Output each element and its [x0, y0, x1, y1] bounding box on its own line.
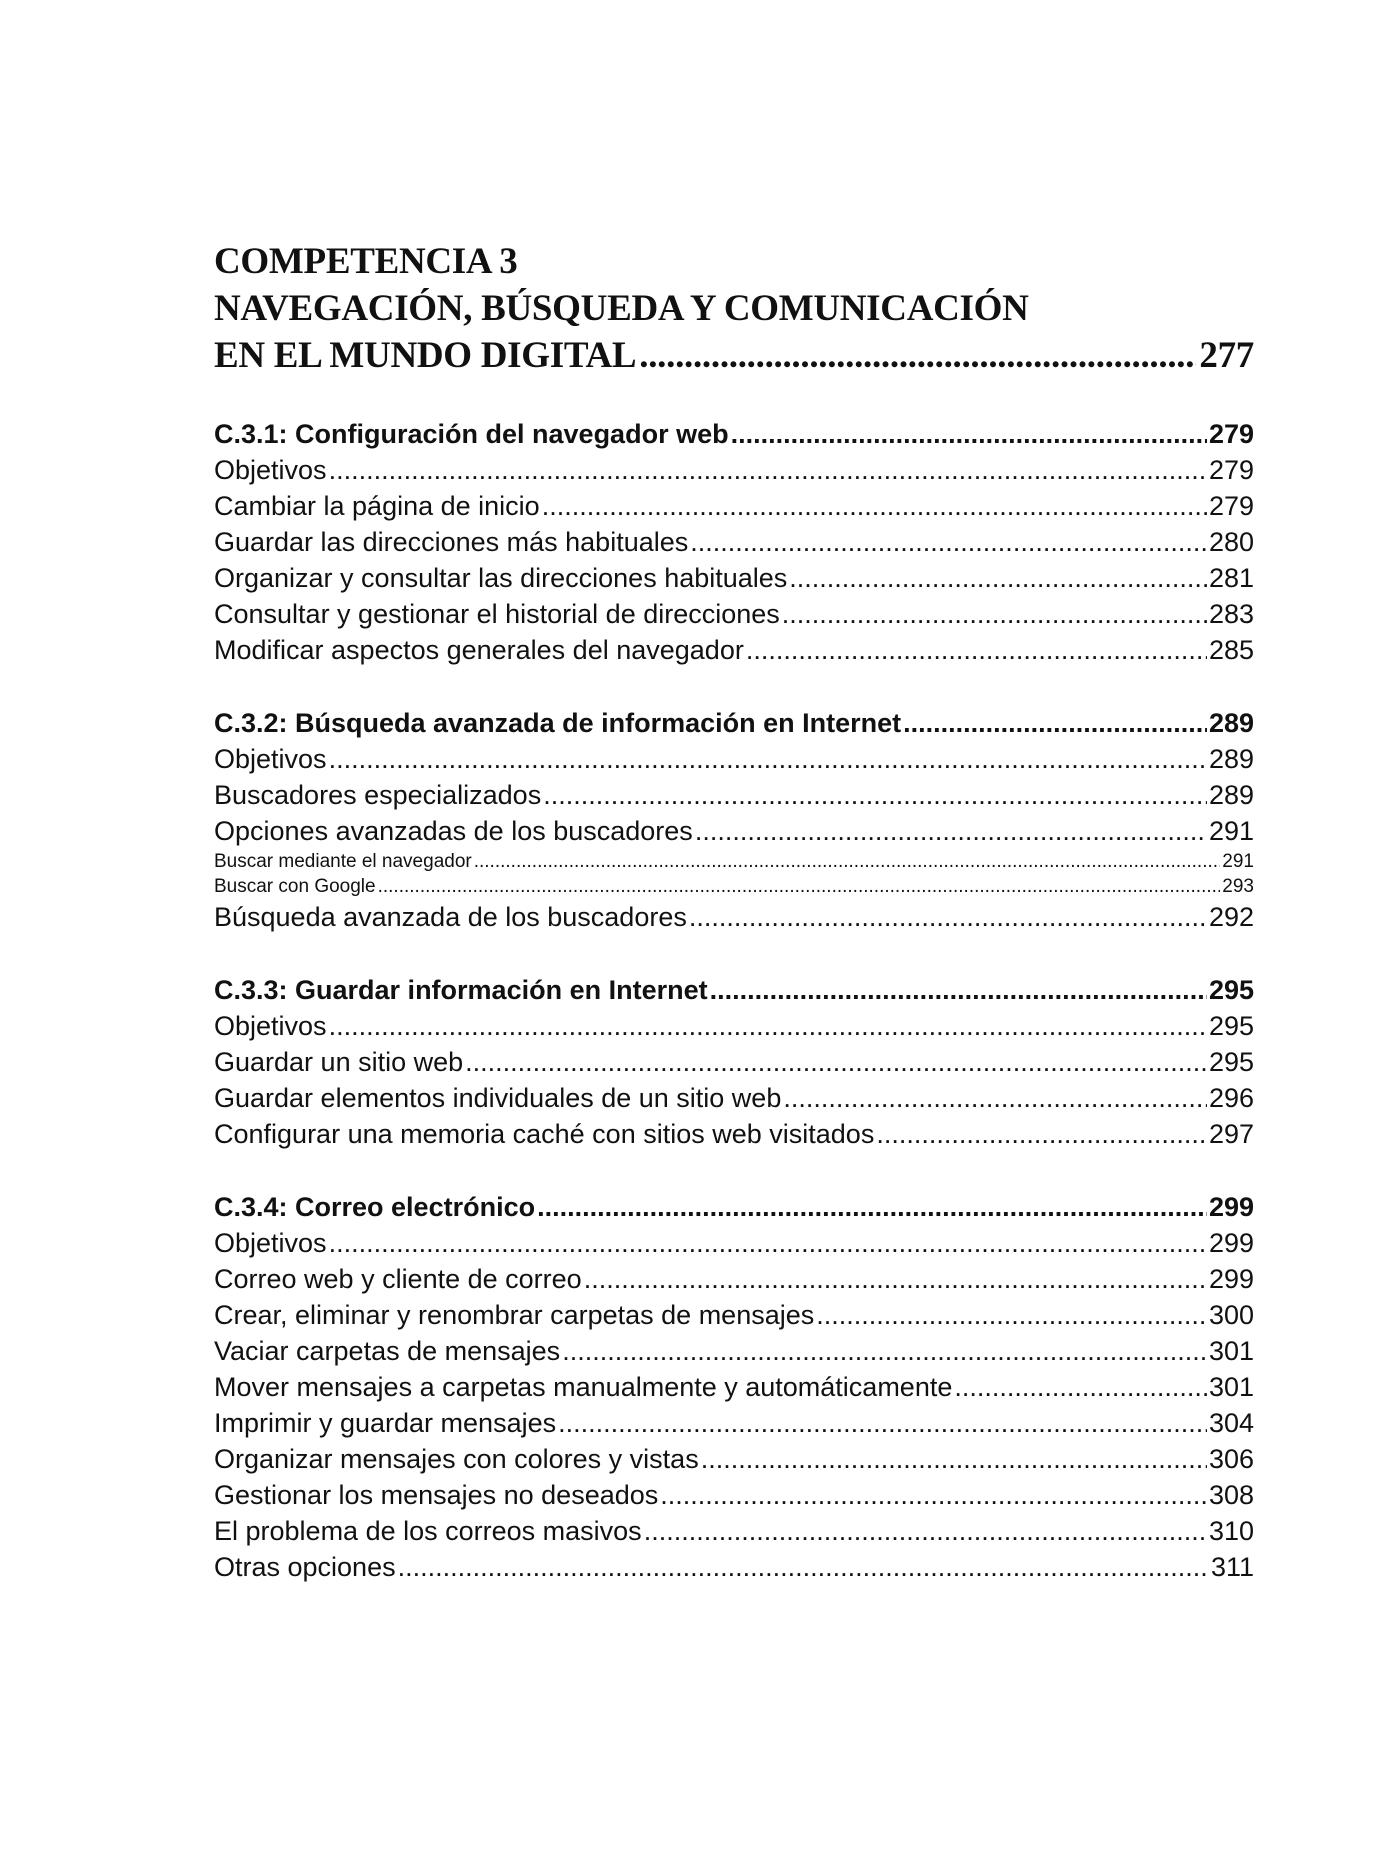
entry-page-number: 279 — [1208, 491, 1254, 521]
dot-leader — [954, 1369, 1207, 1405]
dot-leader — [701, 1441, 1207, 1477]
entry-page-number: 306 — [1208, 1444, 1254, 1474]
toc-entry — [214, 1044, 1254, 1080]
entry-label: Crear, eliminar y renombrar carpetas de mensajes — [214, 1300, 815, 1330]
dot-leader — [398, 1549, 1209, 1585]
dot-leader — [329, 1008, 1207, 1044]
entry-page-number: 292 — [1208, 902, 1254, 932]
competencia-title-line-2: NAVEGACIÓN, BÚSQUEDA Y COMUNICACIÓN — [214, 288, 1029, 329]
entry-label: Búsqueda avanzada de los buscadores — [214, 902, 687, 932]
entry-label: C.3.4: Correo electrónico — [214, 1192, 536, 1222]
entry-page-number: 308 — [1208, 1480, 1254, 1510]
entry-label: Guardar un sitio web — [214, 1047, 464, 1077]
competencia-title-label: EN EL MUNDO DIGITAL — [214, 335, 637, 376]
entry-page-number: 310 — [1208, 1516, 1254, 1546]
entry-label: Objetivos — [214, 744, 327, 774]
toc-entry — [214, 560, 1254, 596]
entry-page-number: 295 — [1208, 1011, 1254, 1041]
toc-entry — [214, 1261, 1254, 1297]
entry-page-number: 297 — [1208, 1119, 1254, 1149]
toc-entry — [214, 1225, 1254, 1261]
entry-page-number: 311 — [1210, 1552, 1254, 1582]
toc-entry — [214, 813, 1254, 849]
dot-leader — [644, 1513, 1207, 1549]
toc-entry — [214, 1369, 1254, 1405]
competencia-title-line-1: COMPETENCIA 3 — [214, 241, 518, 282]
entry-label: Consultar y gestionar el historial de direcciones — [214, 599, 780, 629]
dot-leader — [710, 972, 1207, 1008]
dot-leader — [543, 777, 1207, 813]
entry-page-number: 295 — [1208, 975, 1254, 1005]
entry-label: El problema de los correos masivos — [214, 1516, 642, 1546]
toc-section-c34 — [214, 1189, 1254, 1585]
entry-page-number: 291 — [1208, 816, 1254, 846]
dot-leader — [783, 1080, 1207, 1116]
entry-label: Guardar las direcciones más habituales — [214, 527, 689, 557]
section-heading — [214, 416, 1254, 452]
toc-section-c32 — [214, 705, 1254, 935]
entry-page-number: 299 — [1208, 1264, 1254, 1294]
toc-section-c33 — [214, 972, 1254, 1152]
entry-page-number: 301 — [1208, 1372, 1254, 1402]
competencia-title-line-3 — [214, 332, 1254, 379]
entry-label: Buscar mediante el navegador — [214, 851, 472, 872]
entry-label: Cambiar la página de inicio — [214, 491, 540, 521]
entry-page-number: 301 — [1208, 1336, 1254, 1366]
entry-label: Mover mensajes a carpetas manualmente y automáticamente — [214, 1372, 953, 1402]
dot-leader — [584, 1261, 1207, 1297]
dot-leader — [903, 705, 1207, 741]
entry-label: C.3.3: Guardar información en Internet — [214, 975, 708, 1005]
toc-entry — [214, 899, 1254, 935]
entry-page-number: 289 — [1208, 780, 1254, 810]
toc-section-c31 — [214, 416, 1254, 668]
entry-page-number: 293 — [1222, 876, 1254, 897]
entry-label: C.3.2: Búsqueda avanzada de información en Internet — [214, 708, 902, 738]
entry-label: Organizar mensajes con colores y vistas — [214, 1444, 699, 1474]
entry-label: Modificar aspectos generales del navegador — [214, 635, 744, 665]
dot-leader — [329, 1225, 1207, 1261]
toc-entry — [214, 488, 1254, 524]
dot-leader — [329, 741, 1207, 777]
entry-page-number: 285 — [1208, 635, 1254, 665]
toc-entry — [214, 1116, 1254, 1152]
entry-page-number: 279 — [1208, 419, 1254, 449]
toc-entry — [214, 452, 1254, 488]
dot-leader — [465, 1044, 1207, 1080]
dot-leader — [558, 1405, 1207, 1441]
dot-leader — [816, 1297, 1207, 1333]
dot-leader — [537, 1189, 1207, 1225]
entry-page-number: 279 — [1208, 455, 1254, 485]
table-of-contents — [214, 238, 1254, 1585]
entry-label: Buscadores especializados — [214, 780, 542, 810]
entry-label: Objetivos — [214, 1011, 327, 1041]
toc-entry — [214, 1333, 1254, 1369]
section-heading — [214, 972, 1254, 1008]
dot-leader — [639, 332, 1196, 379]
dot-leader — [474, 849, 1221, 874]
toc-entry — [214, 1477, 1254, 1513]
toc-entry — [214, 1405, 1254, 1441]
entry-label: Buscar con Google — [214, 876, 376, 897]
section-heading — [214, 705, 1254, 741]
toc-entry — [214, 1549, 1254, 1585]
entry-label: Configurar una memoria caché con sitios web visitados — [214, 1119, 875, 1149]
toc-entry — [214, 777, 1254, 813]
dot-leader — [660, 1477, 1207, 1513]
entry-page-number: 299 — [1208, 1192, 1254, 1222]
toc-entry — [214, 1008, 1254, 1044]
dot-leader — [378, 874, 1221, 899]
toc-entry — [214, 596, 1254, 632]
entry-label: Objetivos — [214, 1228, 327, 1258]
entry-label: Correo web y cliente de correo — [214, 1264, 582, 1294]
entry-page-number: 289 — [1208, 708, 1254, 738]
entry-label: Objetivos — [214, 455, 327, 485]
entry-page-number: 300 — [1208, 1300, 1254, 1330]
entry-page-number: 283 — [1208, 599, 1254, 629]
dot-leader — [782, 596, 1207, 632]
entry-page-number: 280 — [1208, 527, 1254, 557]
entry-label: Opciones avanzadas de los buscadores — [214, 816, 693, 846]
entry-label: Imprimir y guardar mensajes — [214, 1408, 557, 1438]
dot-leader — [329, 452, 1207, 488]
dot-leader — [789, 560, 1207, 596]
competencia-page-number: 277 — [1199, 335, 1254, 376]
dot-leader — [689, 899, 1207, 935]
competencia-title — [214, 238, 1254, 379]
dot-leader — [731, 416, 1207, 452]
dot-leader — [542, 488, 1207, 524]
entry-page-number: 289 — [1208, 744, 1254, 774]
toc-entry — [214, 1297, 1254, 1333]
entry-page-number: 295 — [1208, 1047, 1254, 1077]
entry-label: Gestionar los mensajes no deseados — [214, 1480, 659, 1510]
dot-leader — [562, 1333, 1207, 1369]
entry-page-number: 296 — [1208, 1083, 1254, 1113]
dot-leader — [695, 813, 1207, 849]
entry-page-number: 291 — [1222, 851, 1254, 872]
dot-leader — [746, 632, 1207, 668]
toc-entry — [214, 741, 1254, 777]
toc-subentry — [214, 849, 1254, 874]
entry-page-number: 281 — [1208, 563, 1254, 593]
toc-entry — [214, 632, 1254, 668]
entry-label: Guardar elementos individuales de un sitio web — [214, 1083, 782, 1113]
entry-label: Organizar y consultar las direcciones habituales — [214, 563, 788, 593]
dot-leader — [690, 524, 1207, 560]
toc-entry — [214, 524, 1254, 560]
toc-entry — [214, 1080, 1254, 1116]
entry-page-number: 304 — [1208, 1408, 1254, 1438]
entry-label: Otras opciones — [214, 1552, 396, 1582]
entry-label: Vaciar carpetas de mensajes — [214, 1336, 561, 1366]
dot-leader — [876, 1116, 1207, 1152]
toc-entry — [214, 1441, 1254, 1477]
entry-label: C.3.1: Configuración del navegador web — [214, 419, 729, 449]
section-heading — [214, 1189, 1254, 1225]
toc-entry — [214, 1513, 1254, 1549]
toc-subentry — [214, 874, 1254, 899]
entry-page-number: 299 — [1208, 1228, 1254, 1258]
